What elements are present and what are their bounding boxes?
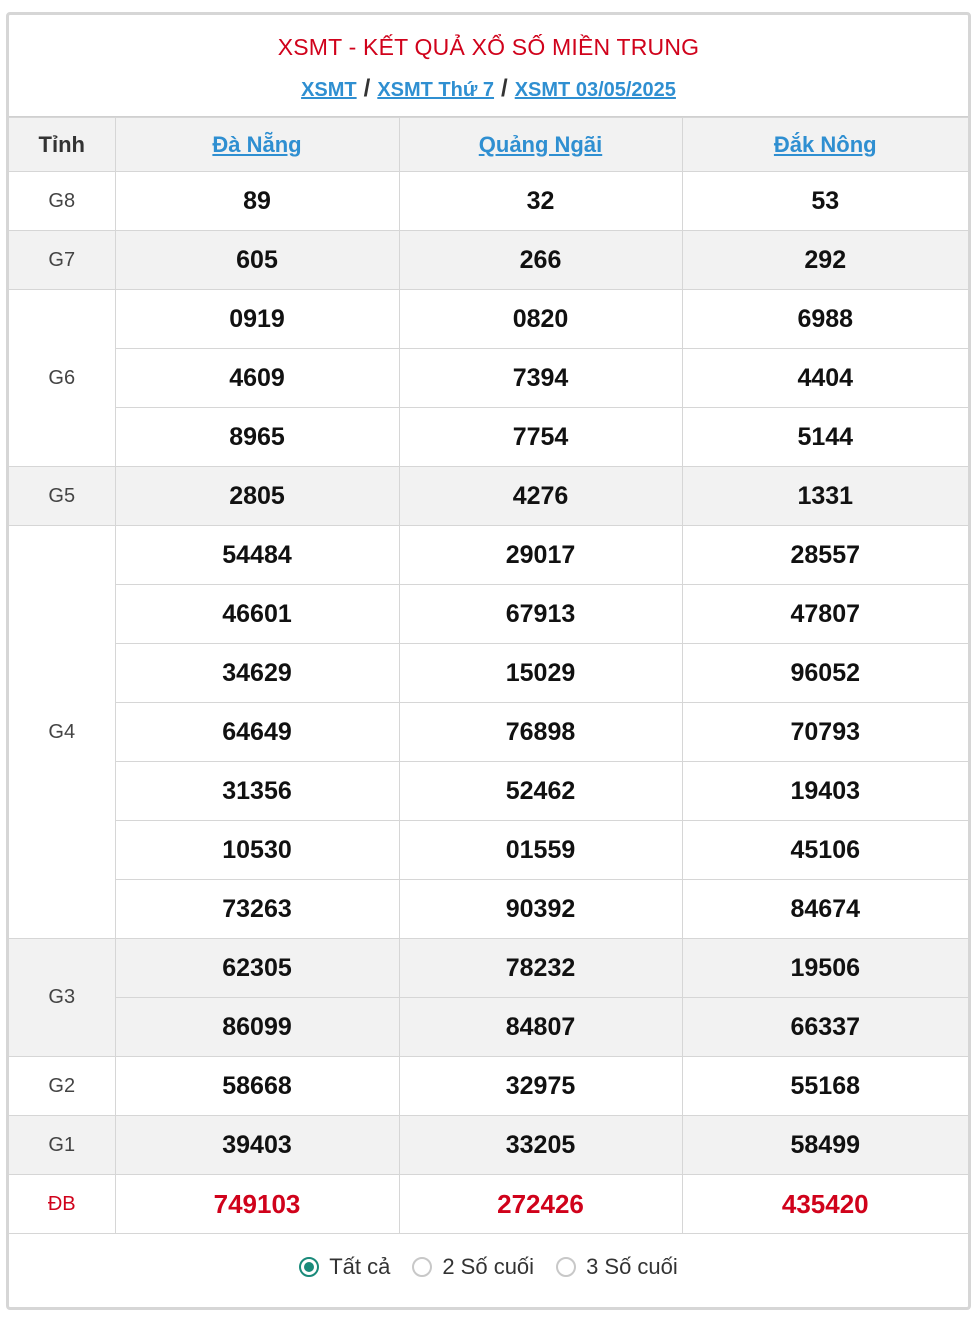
- result-number: 45106: [682, 821, 968, 880]
- province-column-label: Tỉnh: [9, 118, 115, 172]
- table-row: [9, 585, 968, 644]
- table-row: [9, 880, 968, 939]
- filter-option-label: 3 Số cuối: [586, 1254, 678, 1279]
- table-row: [9, 939, 968, 998]
- result-number: 6988: [682, 290, 968, 349]
- prize-label: G3: [9, 939, 115, 1057]
- result-number: 272426: [399, 1175, 682, 1234]
- result-number: 54484: [115, 526, 399, 585]
- prize-label: ĐB: [9, 1175, 115, 1234]
- result-number: 605: [115, 231, 399, 290]
- result-number: 7754: [399, 408, 682, 467]
- province-link-dak-nong[interactable]: Đắk Nông: [773, 131, 877, 157]
- digit-filter: [9, 1234, 968, 1300]
- result-number: 62305: [115, 939, 399, 998]
- prize-label: G4: [9, 526, 115, 939]
- result-number: 15029: [399, 644, 682, 703]
- table-row: [9, 231, 968, 290]
- result-number: 10530: [115, 821, 399, 880]
- province-header-dak-nong: [682, 118, 968, 172]
- breadcrumb-saturday-link[interactable]: XSMT Thứ 7: [377, 79, 495, 101]
- result-number: 266: [399, 231, 682, 290]
- result-number: 90392: [399, 880, 682, 939]
- table-row: [9, 408, 968, 467]
- result-number: 58668: [115, 1057, 399, 1116]
- filter-option-last-2[interactable]: [412, 1254, 534, 1280]
- result-number: 66337: [682, 998, 968, 1057]
- result-number: 749103: [115, 1175, 399, 1234]
- results-card: [6, 12, 971, 1310]
- table-row: [9, 1057, 968, 1116]
- result-number: 19506: [682, 939, 968, 998]
- result-number: 55168: [682, 1057, 968, 1116]
- prize-label: G6: [9, 290, 115, 467]
- prize-label: G1: [9, 1116, 115, 1175]
- province-header-quang-ngai: [399, 118, 682, 172]
- result-number: 28557: [682, 526, 968, 585]
- breadcrumb-separator: /: [363, 75, 371, 102]
- result-number: 4404: [682, 349, 968, 408]
- table-row: [9, 998, 968, 1057]
- result-number: 58499: [682, 1116, 968, 1175]
- result-number: 89: [115, 172, 399, 231]
- table-row: [9, 349, 968, 408]
- result-number: 46601: [115, 585, 399, 644]
- table-row: [9, 821, 968, 880]
- prize-label: G5: [9, 467, 115, 526]
- radio-icon[interactable]: [556, 1257, 576, 1277]
- result-number: 52462: [399, 762, 682, 821]
- breadcrumb-separator: /: [501, 75, 508, 102]
- result-number: 64649: [115, 703, 399, 762]
- result-number: 8965: [115, 408, 399, 467]
- result-number: 5144: [682, 408, 968, 467]
- province-header-da-nang: [115, 118, 399, 172]
- result-number: 78232: [399, 939, 682, 998]
- result-number: 53: [682, 172, 968, 231]
- prize-label: G7: [9, 231, 115, 290]
- province-link-quang-ngai[interactable]: Quảng Ngãi: [478, 131, 603, 157]
- breadcrumb-xsmt-link[interactable]: XSMT: [301, 79, 357, 101]
- table-header-row: [9, 118, 968, 172]
- province-link-da-nang[interactable]: Đà Nẵng: [212, 131, 302, 157]
- table-row: [9, 762, 968, 821]
- result-number: 33205: [399, 1116, 682, 1175]
- breadcrumb: [9, 75, 968, 103]
- result-number: 34629: [115, 644, 399, 703]
- result-number: 84807: [399, 998, 682, 1057]
- table-row: [9, 1175, 968, 1234]
- result-number: 4609: [115, 349, 399, 408]
- filter-option-all[interactable]: [299, 1254, 390, 1280]
- results-table: [9, 117, 968, 1234]
- result-number: 435420: [682, 1175, 968, 1234]
- result-number: 2805: [115, 467, 399, 526]
- result-number: 73263: [115, 880, 399, 939]
- result-number: 292: [682, 231, 968, 290]
- table-row: [9, 703, 968, 762]
- result-number: 4276: [399, 467, 682, 526]
- result-number: 32: [399, 172, 682, 231]
- table-row: [9, 644, 968, 703]
- result-number: 31356: [115, 762, 399, 821]
- table-row: [9, 526, 968, 585]
- result-number: 39403: [115, 1116, 399, 1175]
- results-body: [9, 172, 968, 1234]
- breadcrumb-date-link[interactable]: XSMT 03/05/2025: [514, 79, 676, 101]
- result-number: 84674: [682, 880, 968, 939]
- result-number: 86099: [115, 998, 399, 1057]
- filter-option-last-3[interactable]: [556, 1254, 678, 1280]
- table-row: [9, 172, 968, 231]
- result-number: 96052: [682, 644, 968, 703]
- result-number: 1331: [682, 467, 968, 526]
- result-number: 70793: [682, 703, 968, 762]
- radio-icon[interactable]: [299, 1257, 319, 1277]
- result-number: 76898: [399, 703, 682, 762]
- table-row: [9, 290, 968, 349]
- prize-label: G8: [9, 172, 115, 231]
- result-number: 29017: [399, 526, 682, 585]
- result-number: 0820: [399, 290, 682, 349]
- result-number: 67913: [399, 585, 682, 644]
- prize-label: G2: [9, 1057, 115, 1116]
- page-title: XSMT - KẾT QUẢ XỔ SỐ MIỀN TRUNG: [277, 34, 700, 60]
- filter-option-label: Tất cả: [329, 1254, 391, 1279]
- result-number: 32975: [399, 1057, 682, 1116]
- result-number: 0919: [115, 290, 399, 349]
- table-row: [9, 1116, 968, 1175]
- table-row: [9, 467, 968, 526]
- result-number: 01559: [399, 821, 682, 880]
- filter-option-label: 2 Số cuối: [442, 1254, 535, 1279]
- result-number: 19403: [682, 762, 968, 821]
- result-number: 7394: [399, 349, 682, 408]
- result-number: 47807: [682, 585, 968, 644]
- results-header: [9, 15, 968, 117]
- radio-icon[interactable]: [412, 1257, 432, 1277]
